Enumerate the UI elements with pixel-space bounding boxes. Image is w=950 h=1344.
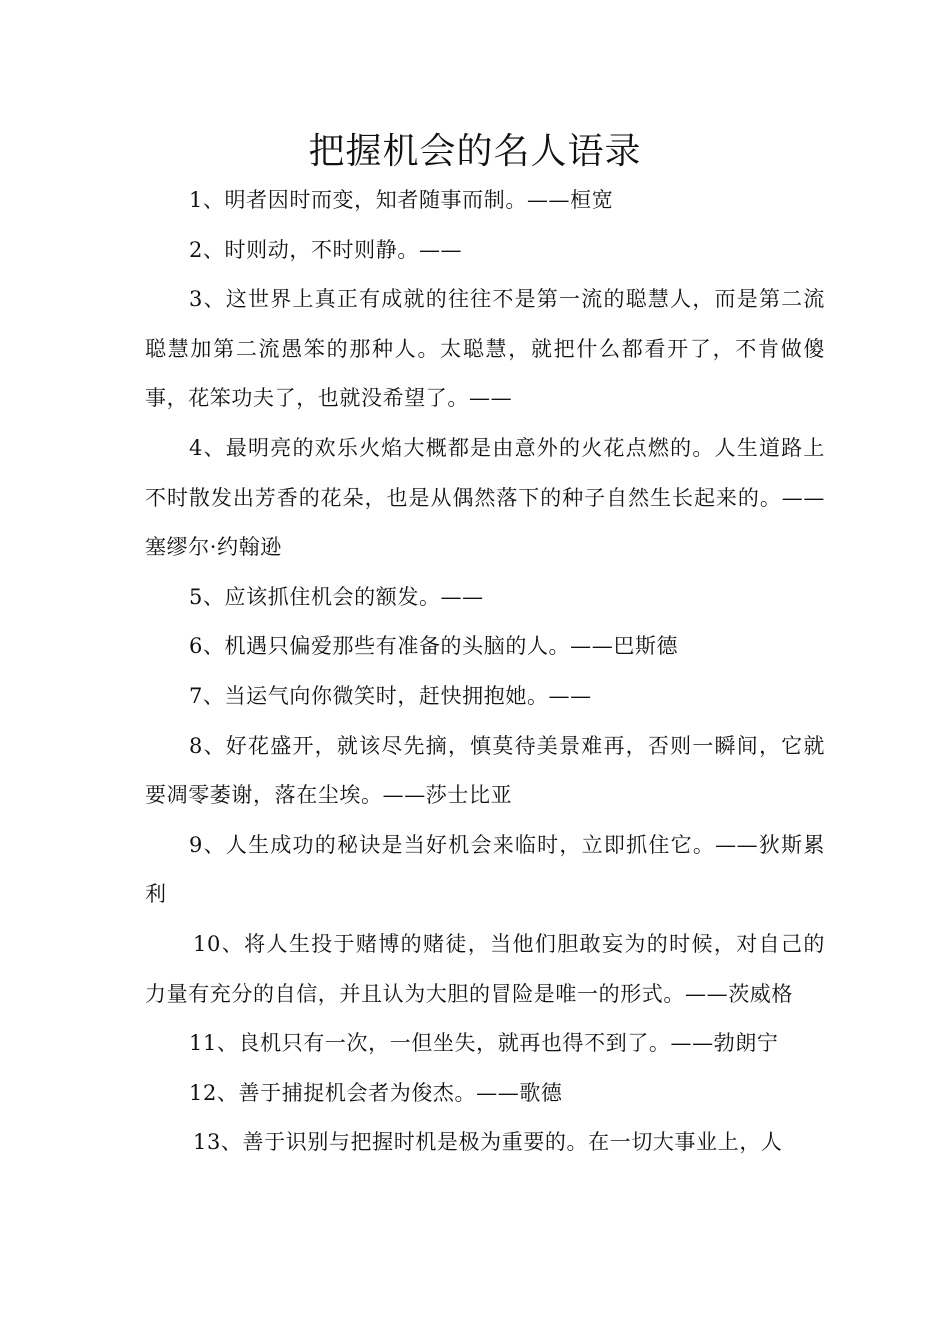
document-title: 把握机会的名人语录 [308, 131, 642, 172]
quote-item: 3、这世界上真正有成就的往往不是第一流的聪慧人，而是第二流聪慧加第二流愚笨的那种人。太聪慧，就把什么都看开了，不肯做傻事，花笨功夫了，也就没希望了。—— [145, 287, 825, 411]
quote-item: 9、人生成功的秘诀是当好机会来临时，立即抓住它。——狄斯累利 [145, 832, 825, 907]
quote-item: 8、好花盛开，就该尽先摘，慎莫待美景难再，否则一瞬间，它就要凋零萎谢，落在尘埃。——莎士比亚 [145, 733, 825, 808]
quote-item: 1、明者因时而变，知者随事而制。——桓宽 [189, 188, 614, 212]
quote-item: 11、良机只有一次，一但坐失，就再也得不到了。——勃朗宁 [189, 1031, 779, 1056]
quote-item: 4、最明亮的欢乐火焰大概都是由意外的火花点燃的。人生道路上不时散发出芳香的花朵，也是从偶然落下的种子自然生长起来的。——塞缪尔·约翰逊 [145, 435, 825, 560]
quote-item: 2、时则动，不时则静。—— [189, 237, 463, 262]
quote-item: 10、将人生投于赌博的赌徒，当他们胆敢妄为的时候，对自己的力量有充分的自信，并且认为大胆的冒险是唯一的形式。——茨威格 [145, 931, 825, 1006]
quote-item: 5、应该抓住机会的额发。—— [189, 584, 484, 609]
quote-item: 13、善于识别与把握时机是极为重要的。在一切大事业上，人 [193, 1130, 783, 1155]
quote-list [145, 176, 825, 1168]
quote-item: 12、善于捕捉机会者为俊杰。——歌德 [189, 1080, 563, 1105]
quote-item: 7、当运气向你微笑时，赶快拥抱她。—— [189, 683, 592, 708]
quote-item: 6、机遇只偏爱那些有准备的头脑的人。——巴斯德 [189, 634, 679, 659]
